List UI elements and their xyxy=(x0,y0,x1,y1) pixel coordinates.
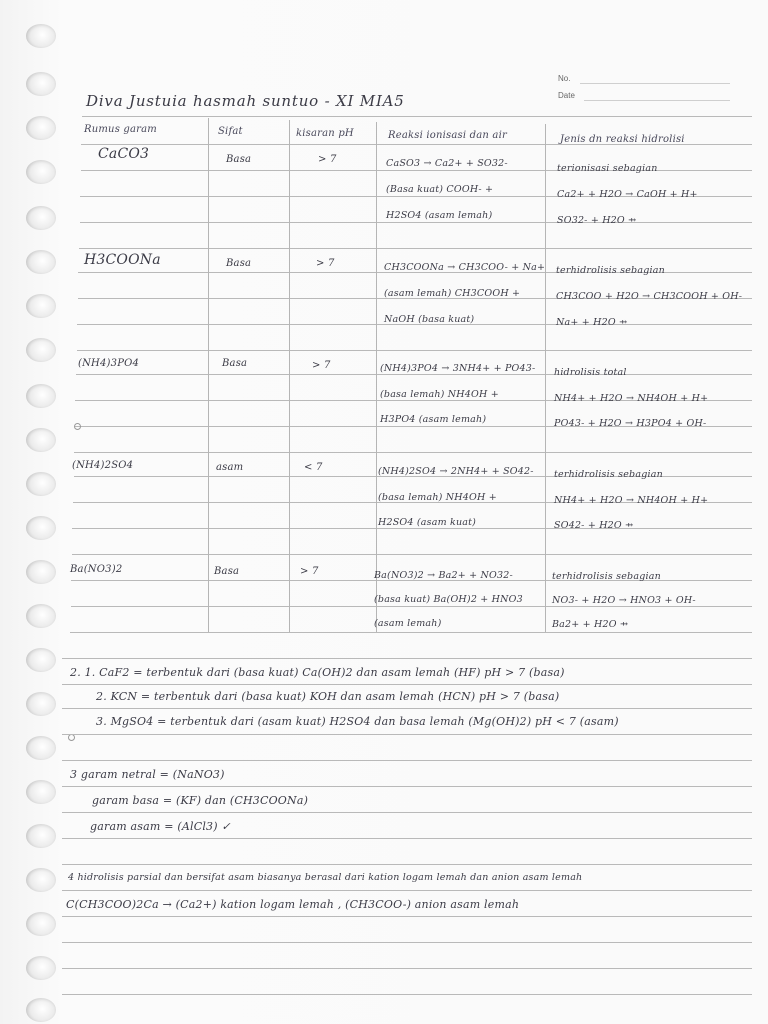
binding-hole xyxy=(26,604,56,628)
row5-hidrolisis-1: terhidrolisis sebagian xyxy=(552,571,661,582)
ruled-line xyxy=(62,890,752,891)
header-jenis-hidrolisis: Jenis dn reaksi hidrolisi xyxy=(560,134,685,145)
binding-hole xyxy=(26,384,56,408)
row2-sifat: Basa xyxy=(226,258,252,269)
row2-hidrolisis-2: CH3COO + H2O → CH3COOH + OH- xyxy=(556,291,743,302)
ruled-line xyxy=(62,942,752,943)
table-rule-line xyxy=(72,554,752,555)
row1-reaksi-3: H2SO4 (asam lemah) xyxy=(386,210,493,221)
header-rumus-garam: Rumus garam xyxy=(84,124,157,135)
ruled-line xyxy=(62,658,752,659)
ruled-line xyxy=(62,968,752,969)
binding-hole xyxy=(26,824,56,848)
row1-formula: CaCO3 xyxy=(98,146,150,162)
table-column-line xyxy=(376,122,377,632)
row2-hidrolisis-1: terhidrolisis sebagian xyxy=(556,265,665,276)
row5-reaksi-2: (basa kuat) Ba(OH)2 + HNO3 xyxy=(374,594,523,605)
row4-hidrolisis-1: terhidrolisis sebagian xyxy=(554,469,663,480)
row1-hidrolisis-1: terionisasi sebagian xyxy=(557,163,658,174)
row3-reaksi-3: H3PO4 (asam lemah) xyxy=(380,414,487,425)
row1-reaksi-1: CaSO3 → Ca2+ + SO32- xyxy=(386,158,508,169)
table-rule-line xyxy=(77,350,752,351)
row5-hidrolisis-2: NO3- + H2O → HNO3 + OH- xyxy=(552,595,696,606)
ruled-line xyxy=(62,708,752,709)
date-label: Date xyxy=(558,91,575,100)
row4-hidrolisis-2: NH4+ + H2O → NH4OH + H+ xyxy=(554,495,709,506)
row3-hidrolisis-2: NH4+ + H2O → NH4OH + H+ xyxy=(554,393,709,404)
binding-hole xyxy=(26,956,56,980)
binding-hole xyxy=(26,912,56,936)
row2-ph: > 7 xyxy=(316,258,335,269)
page-title: Diva Justuia hasmah suntuo - XI MIA5 xyxy=(86,92,405,110)
row3-sifat: Basa xyxy=(222,358,248,369)
binding-hole xyxy=(26,472,56,496)
binding-hole xyxy=(26,250,56,274)
row2-reaksi-3: NaOH (basa kuat) xyxy=(384,314,475,325)
row2-hidrolisis-3: Na+ + H2O ⇸ xyxy=(556,317,628,328)
no-label: No. xyxy=(558,74,571,83)
binding-hole xyxy=(26,72,56,96)
row5-ph: > 7 xyxy=(300,566,319,577)
table-rule-line xyxy=(74,452,752,453)
answer4-line1: 4 hidrolisis parsial dan bersifat asam biasanya berasal dari kation logam lemah dan anion asam lemah xyxy=(68,872,583,883)
ruled-line xyxy=(62,838,752,839)
row3-formula: (NH4)3PO4 xyxy=(78,358,140,369)
binding-hole xyxy=(26,560,56,584)
date-line xyxy=(584,100,730,101)
row4-ph: < 7 xyxy=(304,462,323,473)
answer4-line2: C(CH3COO)2Ca → (Ca2+) kation logam lemah , (CH3COO-) anion asam lemah xyxy=(66,898,520,911)
table-rule-line xyxy=(82,116,752,117)
table-rule-line xyxy=(70,632,752,633)
row5-reaksi-3: (asam lemah) xyxy=(374,618,442,629)
binding-hole xyxy=(26,736,56,760)
header-sifat: Sifat xyxy=(218,126,243,137)
ruled-line xyxy=(62,916,752,917)
ruled-line xyxy=(62,812,752,813)
row3-reaksi-2: (basa lemah) NH4OH + xyxy=(380,389,499,400)
table-rule-line xyxy=(72,528,752,529)
ruled-line xyxy=(62,864,752,865)
binding-hole xyxy=(26,692,56,716)
row5-reaksi-1: Ba(NO3)2 → Ba2+ + NO32- xyxy=(374,570,513,581)
answer3-line1: 3 garam netral = (NaNO3) xyxy=(70,768,225,781)
binding-hole xyxy=(26,516,56,540)
row3-reaksi-1: (NH4)3PO4 → 3NH4+ + PO43- xyxy=(380,363,536,374)
ruled-line xyxy=(62,994,752,995)
answer2-line1: 2. 1. CaF2 = terbentuk dari (basa kuat) Ca(OH)2 dan asam lemah (HF) pH > 7 (basa) xyxy=(70,666,565,679)
row4-reaksi-3: H2SO4 (asam kuat) xyxy=(378,517,477,528)
row1-reaksi-2: (Basa kuat) COOH- + xyxy=(386,184,494,195)
row1-sifat: Basa xyxy=(226,154,252,165)
table-rule-line xyxy=(80,222,752,223)
binding-hole xyxy=(26,338,56,362)
row4-sifat: asam xyxy=(216,462,244,473)
table-column-line xyxy=(545,124,546,632)
answer3-line3: garam asam = (AlCl3) ✓ xyxy=(90,820,231,833)
table-rule-line xyxy=(79,248,752,249)
margin-dot xyxy=(74,423,81,430)
row4-reaksi-2: (basa lemah) NH4OH + xyxy=(378,492,497,503)
row2-formula: H3COONa xyxy=(84,252,161,268)
row2-reaksi-2: (asam lemah) CH3COOH + xyxy=(384,288,521,299)
row3-hidrolisis-3: PO43- + H2O → H3PO4 + OH- xyxy=(554,418,707,429)
binding-hole xyxy=(26,998,56,1022)
no-line xyxy=(580,83,730,84)
answer2-line2: 2. KCN = terbentuk dari (basa kuat) KOH dan asam lemah (HCN) pH > 7 (basa) xyxy=(96,690,560,703)
binding-hole xyxy=(26,780,56,804)
binding-hole xyxy=(26,24,56,48)
row3-hidrolisis-1: hidrolisis total xyxy=(554,367,627,378)
row4-reaksi-1: (NH4)2SO4 → 2NH4+ + SO42- xyxy=(378,466,534,477)
table-column-line xyxy=(208,118,209,632)
header-reaksi-ionisasi: Reaksi ionisasi dan air xyxy=(388,130,507,141)
row4-hidrolisis-3: SO42- + H2O ⇸ xyxy=(554,520,634,531)
row5-hidrolisis-3: Ba2+ + H2O ⇸ xyxy=(552,619,629,630)
binding-hole xyxy=(26,116,56,140)
row4-formula: (NH4)2SO4 xyxy=(72,460,134,471)
row2-reaksi-1: CH3COONa → CH3COO- + Na+ xyxy=(384,262,546,273)
header-kisaran-ph: kisaran pH xyxy=(296,128,354,139)
row1-ph: > 7 xyxy=(318,154,337,165)
table-rule-line xyxy=(71,606,752,607)
binding-hole xyxy=(26,206,56,230)
margin-dot xyxy=(68,734,75,741)
binding-hole xyxy=(26,648,56,672)
binding-hole xyxy=(26,294,56,318)
table-rule-line xyxy=(76,374,752,375)
row1-hidrolisis-2: Ca2+ + H2O → CaOH + H+ xyxy=(557,189,698,200)
row1-hidrolisis-3: SO32- + H2O ⇸ xyxy=(557,215,637,226)
ruled-line xyxy=(62,684,752,685)
row5-formula: Ba(NO3)2 xyxy=(70,564,123,575)
row3-ph: > 7 xyxy=(312,360,331,371)
ruled-line xyxy=(62,786,752,787)
binding-hole xyxy=(26,868,56,892)
answer3-line2: garam basa = (KF) dan (CH3COONa) xyxy=(92,794,309,807)
ruled-line xyxy=(62,760,752,761)
ruled-line xyxy=(62,734,752,735)
answer2-line3: 3. MgSO4 = terbentuk dari (asam kuat) H2SO4 dan basa lemah (Mg(OH)2) pH < 7 (asam) xyxy=(96,715,619,728)
table-column-line xyxy=(289,120,290,632)
binding-hole xyxy=(26,160,56,184)
binding-hole xyxy=(26,428,56,452)
row5-sifat: Basa xyxy=(214,566,240,577)
